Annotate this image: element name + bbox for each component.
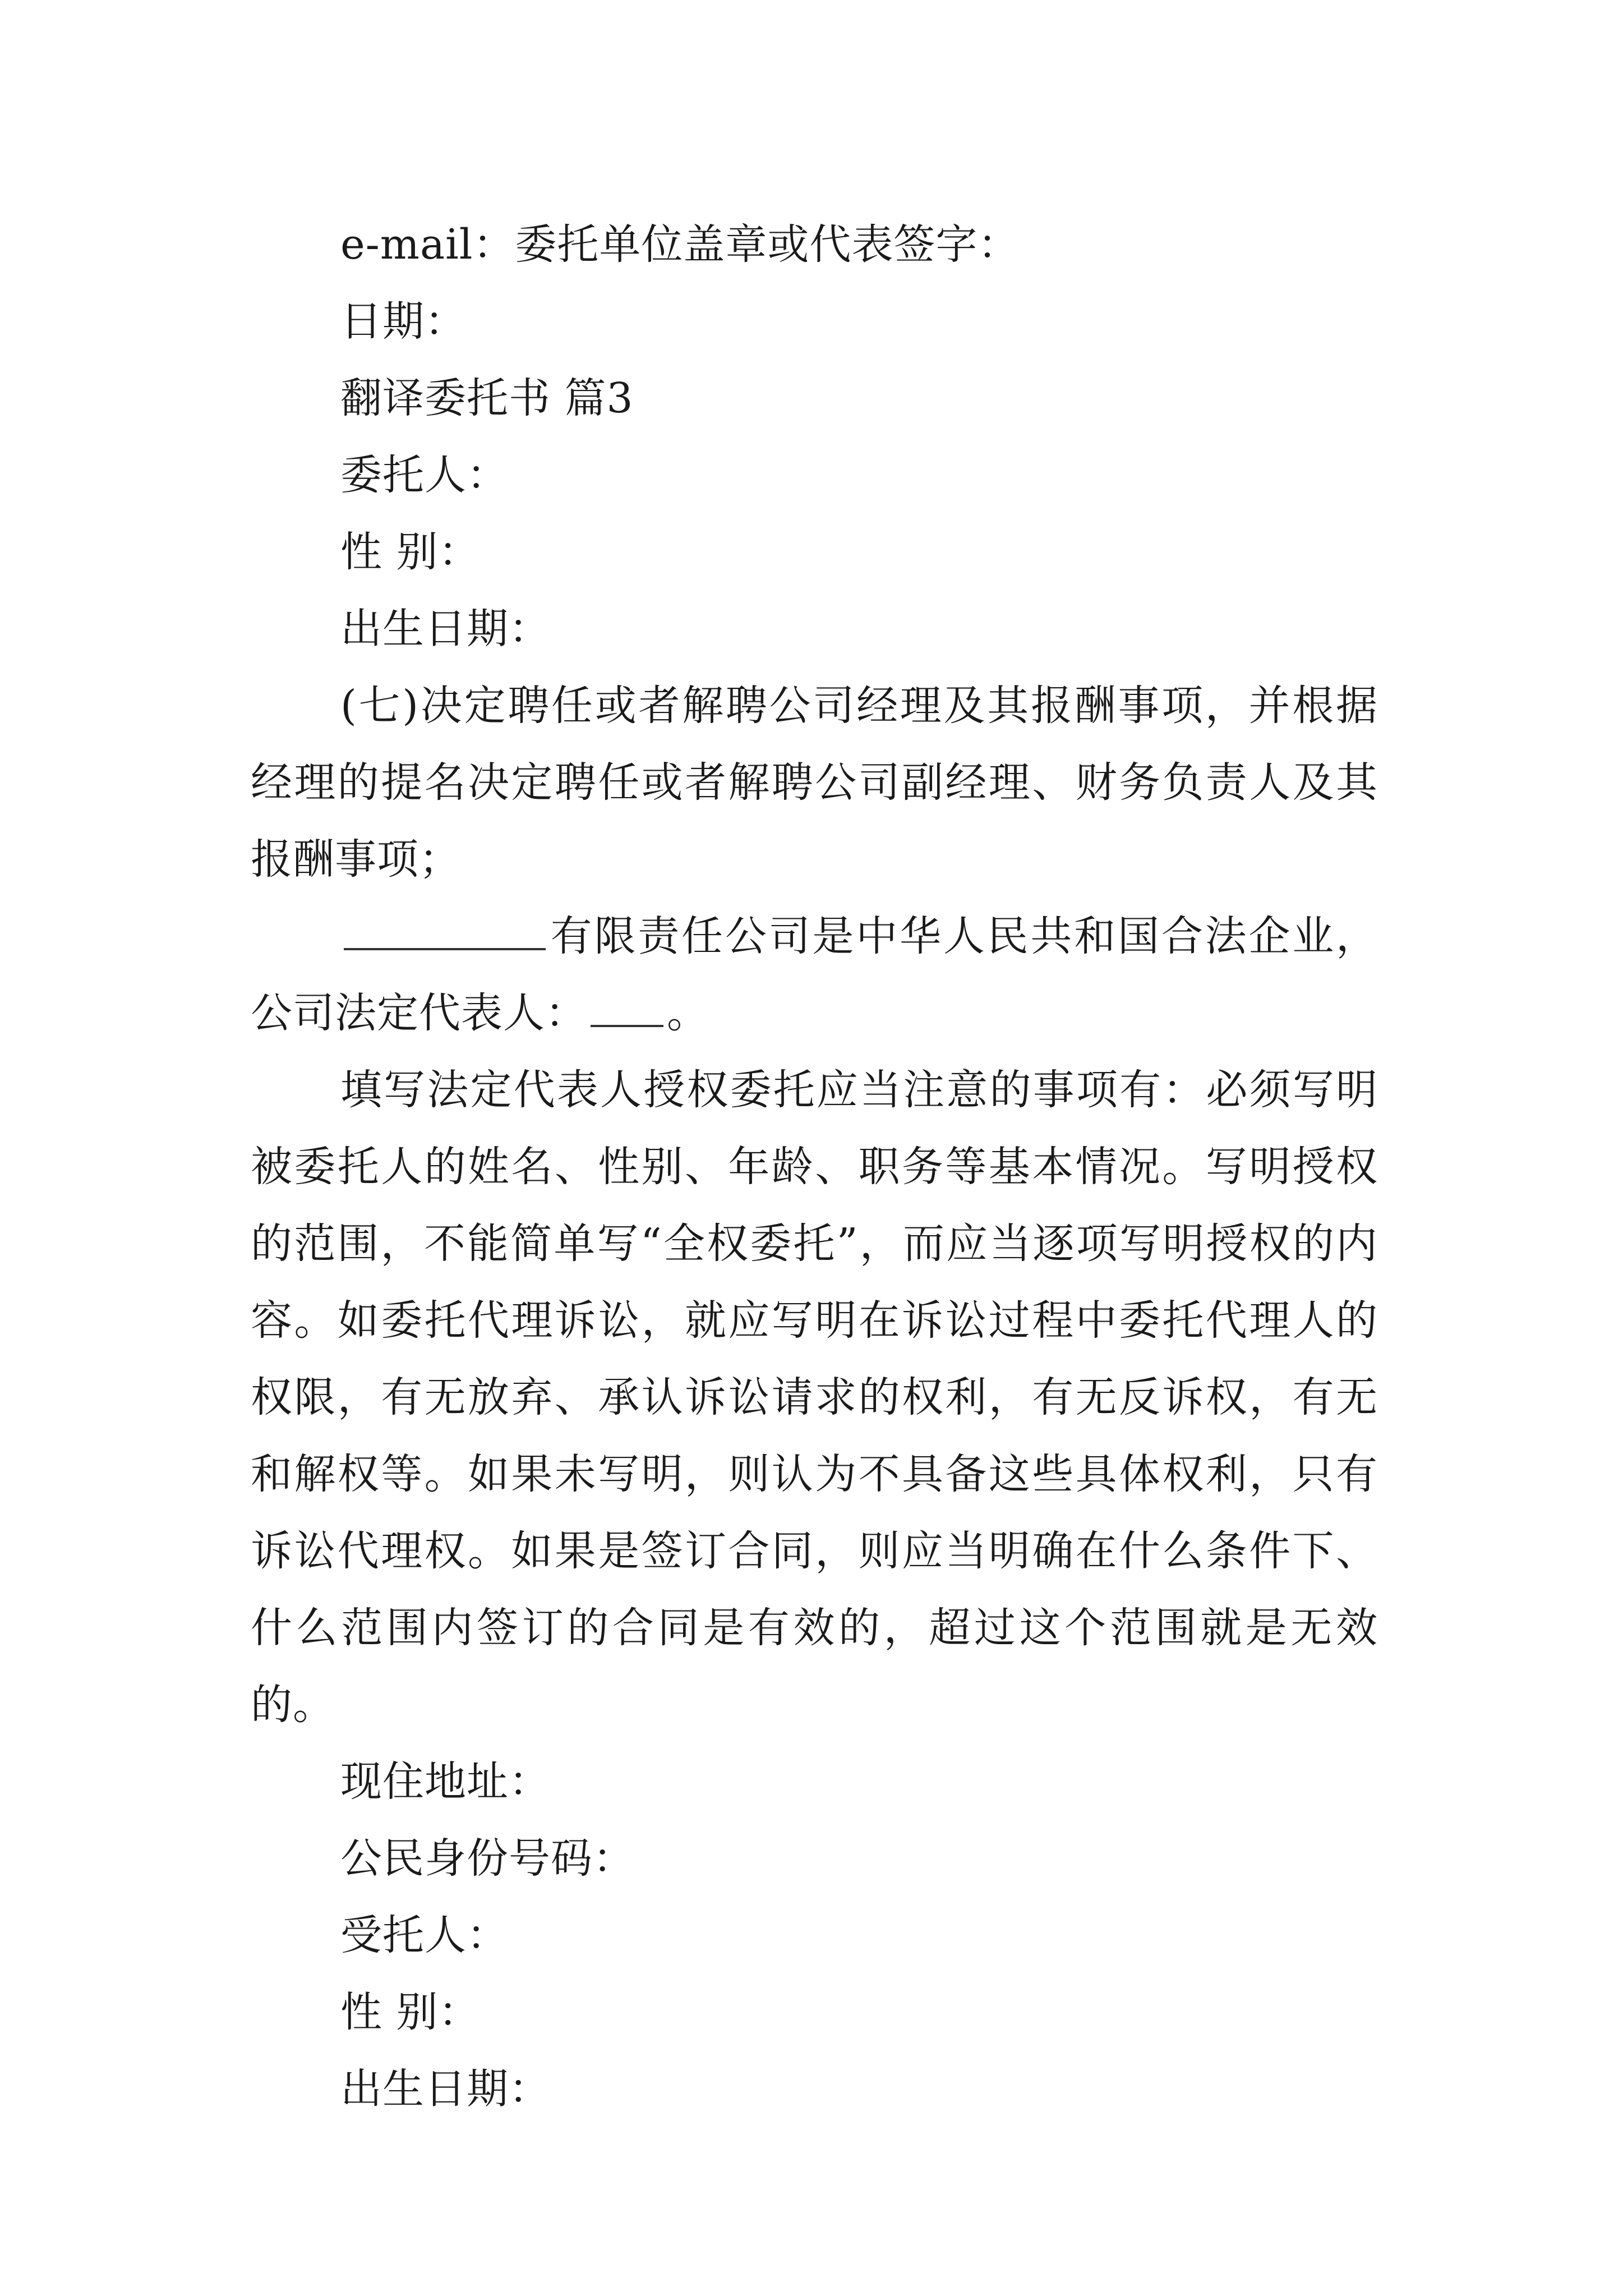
date-line: 日期：: [340, 297, 467, 346]
section-heading: 翻译委托书 篇3: [340, 374, 634, 422]
document-body: [251, 206, 1378, 2128]
principal-line: 委托人：: [340, 451, 509, 499]
principal-birthdate-line: 出生日期：: [340, 605, 551, 653]
principal-gender-line: 性 别：: [340, 528, 481, 576]
company-statement-paragraph: [251, 898, 1378, 1052]
agent-birthdate-line: 出生日期：: [340, 2065, 551, 2113]
id-number-line: 公民身份号码：: [340, 1834, 635, 1883]
company-statement-text: 有限责任公司是中华人民共和国合法企业，公司法定代表人：: [251, 912, 1378, 1037]
company-name-blank: [344, 904, 546, 950]
board-duties-paragraph: (七)决定聘任或者解聘公司经理及其报酬事项，并根据经理的提名决定聘任或者解聘公司副经理、财务负责人及其报酬事项；: [251, 682, 1378, 884]
agent-line: 受托人：: [340, 1911, 509, 1959]
authorization-notes-paragraph: 填写法定代表人授权委托应当注意的事项有：必须写明被委托人的姓名、性别、年龄、职务等基本情况。写明授权的范围，不能简单写“全权委托”，而应当逐项写明授权的内容。如委托代理诉讼，就应写明在诉讼过程中委托代理人的权限，有无放弃、承认诉讼请求的权利，有无反诉权，有无和解权等。如果未写明，则认为不具备这些具体权利，只有诉讼代理权。如果是签订合同，则应当明确在什么条件下、什么范围内签订的合同是有效的，超过这个范围就是无效的。: [251, 1066, 1378, 1729]
email-signature-line: e-mail：委托单位盖章或代表签字：: [340, 220, 1020, 269]
address-line: 现住地址：: [340, 1757, 551, 1806]
agent-gender-line: 性 别：: [340, 1988, 481, 2036]
legal-rep-blank: [591, 981, 663, 1027]
company-statement-end: 。: [667, 989, 709, 1037]
